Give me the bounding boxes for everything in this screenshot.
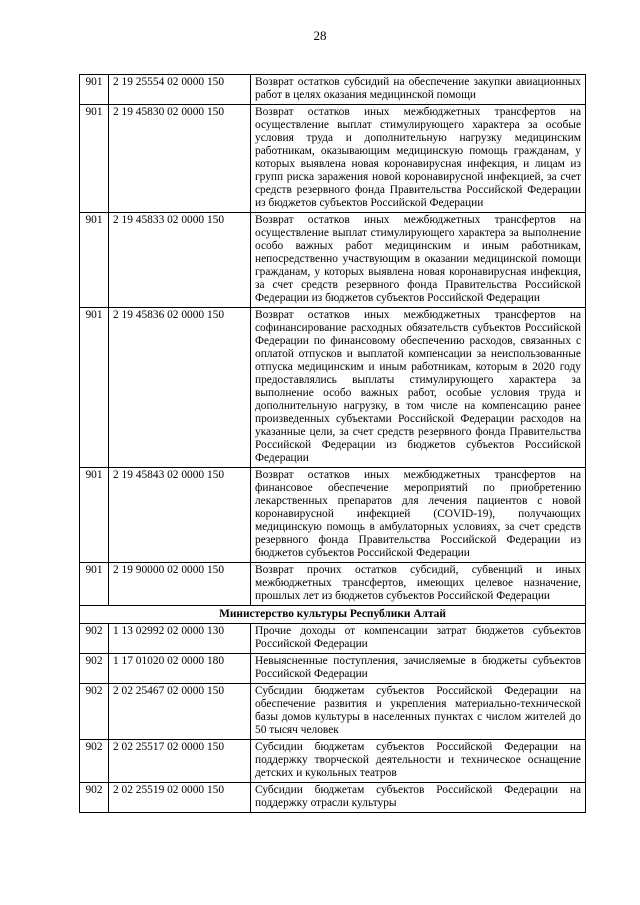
table-row: [80, 468, 586, 563]
budget-code-cell: 2 19 45830 02 0000 150: [109, 105, 251, 213]
budget-codes-table: [79, 74, 586, 813]
table-row: [80, 624, 586, 654]
description-cell: Субсидии бюджетам субъектов Российской Федерации на поддержку отрасли культуры: [251, 783, 586, 813]
table-row: [80, 654, 586, 684]
table-row: [80, 75, 586, 105]
description-cell: Субсидии бюджетам субъектов Российской Федерации на поддержку творческой деятельности и техническое оснащение детских и кукольных театров: [251, 740, 586, 783]
admin-code-cell: 902: [80, 740, 109, 783]
admin-code-cell: 901: [80, 105, 109, 213]
description-cell: Возврат остатков иных межбюджетных трансфертов на финансовое обеспечение мероприятий по приобретению лекарственных препаратов для лечения пациентов с новой коронавирусной инфекцией (COVID-19), получающих медицинскую помощь в амбулаторных условиях, за счет средств резервного фонда Правительства Российской Федерации из бюджетов субъектов Российской Федерации: [251, 468, 586, 563]
budget-code-cell: 2 19 45836 02 0000 150: [109, 308, 251, 468]
table-row: [80, 684, 586, 740]
budget-code-cell: 2 19 25554 02 0000 150: [109, 75, 251, 105]
table-row: [80, 308, 586, 468]
table-row: [80, 213, 586, 308]
table-row: [80, 105, 586, 213]
admin-code-cell: 902: [80, 783, 109, 813]
budget-code-cell: 1 13 02992 02 0000 130: [109, 624, 251, 654]
section-header-row: [80, 606, 586, 624]
budget-code-cell: 2 02 25519 02 0000 150: [109, 783, 251, 813]
admin-code-cell: 902: [80, 654, 109, 684]
admin-code-cell: 901: [80, 213, 109, 308]
description-cell: Невыясненные поступления, зачисляемые в бюджеты субъектов Российской Федерации: [251, 654, 586, 684]
description-cell: Субсидии бюджетам субъектов Российской Федерации на обеспечение развития и укрепления материально-технической базы домов культуры в населенных пунктах с числом жителей до 50 тысяч человек: [251, 684, 586, 740]
description-cell: Возврат прочих остатков субсидий, субвенций и иных межбюджетных трансфертов, имеющих целевое назначение, прошлых лет из бюджетов субъектов Российской Федерации: [251, 563, 586, 606]
budget-code-cell: 1 17 01020 02 0000 180: [109, 654, 251, 684]
description-cell: Возврат остатков иных межбюджетных трансфертов на софинансирование расходных обязательств субъектов Российской Федерации по финансовому обеспечению расходов, связанных с оплатой отпусков и выплатой компенсации за неиспользованные отпуска медицинским и иным работникам, которым в 2020 году предоставлялись выплаты стимулирующего характера за выполнение особо важных работ, особые условия труда и дополнительную нагрузку, в том числе на компенсацию ранее произведенных субъектами Российской Федерации расходов на указанные цели, за счет средств резервного фонда Правительства Российской Федерации из бюджетов субъектов Российской Федерации: [251, 308, 586, 468]
table-row: [80, 563, 586, 606]
page-number: 28: [313, 28, 327, 43]
description-cell: Прочие доходы от компенсации затрат бюджетов субъектов Российской Федерации: [251, 624, 586, 654]
budget-code-cell: 2 02 25517 02 0000 150: [109, 740, 251, 783]
admin-code-cell: 902: [80, 624, 109, 654]
admin-code-cell: 901: [80, 563, 109, 606]
admin-code-cell: 901: [80, 308, 109, 468]
budget-code-cell: 2 19 90000 02 0000 150: [109, 563, 251, 606]
admin-code-cell: 901: [80, 75, 109, 105]
description-cell: Возврат остатков иных межбюджетных трансфертов на осуществление выплат стимулирующего характера за особые условия труда и дополнительную нагрузку медицинским работникам, оказывающим медицинскую помощь гражданам, у которых выявлена новая коронавирусная инфекция, и лицам из групп риска заражения новой коронавирусной инфекцией, за счет средств резервного фонда Правительства Российской Федерации из бюджетов субъектов Российской Федерации: [251, 105, 586, 213]
table-row: [80, 783, 586, 813]
description-cell: Возврат остатков иных межбюджетных трансфертов на осуществление выплат стимулирующего характера за выполнение особо важных работ медицинским и иным работникам, непосредственно участвующим в оказании медицинской помощи гражданам, у которых выявлена новая коронавирусная инфекция, за счет средств резервного фонда Правительства Российской Федерации из бюджетов субъектов Российской Федерации: [251, 213, 586, 308]
description-cell: Возврат остатков субсидий на обеспечение закупки авиационных работ в целях оказания медицинской помощи: [251, 75, 586, 105]
admin-code-cell: 902: [80, 684, 109, 740]
budget-code-cell: 2 19 45843 02 0000 150: [109, 468, 251, 563]
budget-code-cell: 2 02 25467 02 0000 150: [109, 684, 251, 740]
admin-code-cell: 901: [80, 468, 109, 563]
table-row: [80, 740, 586, 783]
budget-code-cell: 2 19 45833 02 0000 150: [109, 213, 251, 308]
section-title: Министерство культуры Республики Алтай: [80, 606, 586, 624]
